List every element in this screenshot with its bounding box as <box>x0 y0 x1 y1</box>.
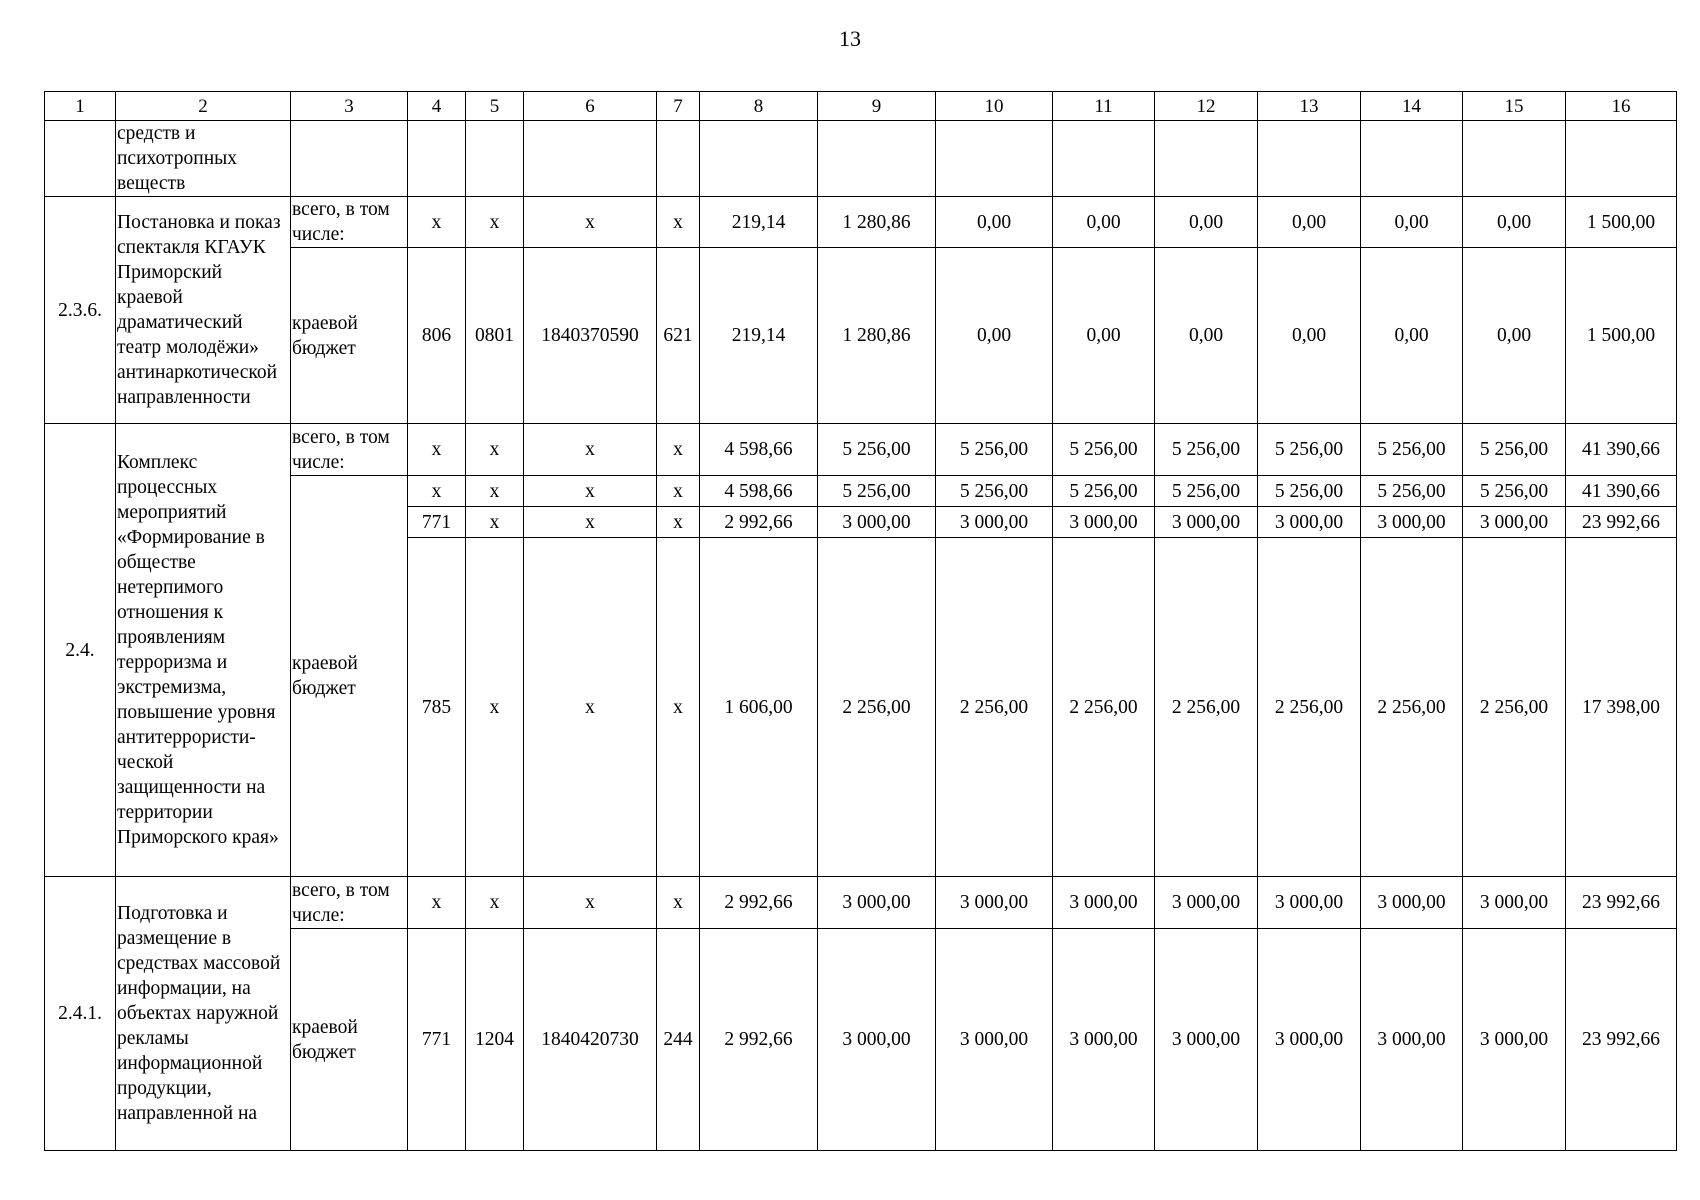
amount-cell: 2 256,00 <box>1155 538 1258 877</box>
amount-cell: 3 000,00 <box>936 929 1053 1151</box>
column-header: 13 <box>1258 92 1361 121</box>
table-row <box>45 424 1677 476</box>
column-header: 1 <box>45 92 116 121</box>
funding-source-cell: краевой бюджет <box>291 476 408 877</box>
amount-cell: 3 000,00 <box>1258 877 1361 929</box>
amount-cell: 2 256,00 <box>936 538 1053 877</box>
code-cell: 771 <box>408 507 466 538</box>
code-cell: 621 <box>657 248 700 424</box>
table-row <box>45 197 1677 248</box>
empty-cell <box>1463 121 1566 197</box>
code-cell: 0801 <box>466 248 524 424</box>
amount-cell: 3 000,00 <box>1361 877 1463 929</box>
amount-cell: 1 606,00 <box>700 538 818 877</box>
item-name-cell: Постановка и показ спектакля КГАУК Приморский краевой драматический театр молодёжи» антинаркотической направленности <box>116 197 291 424</box>
empty-cell <box>1155 121 1258 197</box>
amount-cell: 3 000,00 <box>1361 507 1463 538</box>
amount-cell: 0,00 <box>1053 197 1155 248</box>
amount-cell: 5 256,00 <box>1361 476 1463 507</box>
funding-source-cell: краевой бюджет <box>291 248 408 424</box>
empty-cell <box>1361 121 1463 197</box>
code-cell: x <box>524 877 657 929</box>
code-cell: x <box>466 197 524 248</box>
item-name-cell: средств и психотропных веществ <box>116 121 291 197</box>
amount-cell: 3 000,00 <box>1053 507 1155 538</box>
code-cell: x <box>657 424 700 476</box>
amount-cell: 0,00 <box>936 197 1053 248</box>
amount-cell: 1 280,86 <box>818 197 936 248</box>
code-cell: x <box>466 424 524 476</box>
amount-cell: 3 000,00 <box>1053 929 1155 1151</box>
table-row <box>45 877 1677 929</box>
amount-cell: 23 992,66 <box>1566 507 1677 538</box>
amount-cell: 3 000,00 <box>1053 877 1155 929</box>
empty-cell <box>700 121 818 197</box>
column-header: 9 <box>818 92 936 121</box>
amount-cell: 0,00 <box>1155 248 1258 424</box>
amount-cell: 5 256,00 <box>1053 424 1155 476</box>
item-number-cell: 2.4. <box>45 424 116 877</box>
empty-cell <box>1053 121 1155 197</box>
item-number-cell <box>45 121 116 197</box>
item-name-cell: Подготовка и размещение в средствах массовой информации, на объектах наружной рекламы информационной продукции, направленной на <box>116 877 291 1151</box>
amount-cell: 0,00 <box>1463 248 1566 424</box>
amount-cell: 3 000,00 <box>1361 929 1463 1151</box>
code-cell: 1840420730 <box>524 929 657 1151</box>
amount-cell: 5 256,00 <box>1155 424 1258 476</box>
page-number: 13 <box>839 26 861 51</box>
column-header: 4 <box>408 92 466 121</box>
amount-cell: 1 280,86 <box>818 248 936 424</box>
code-cell: x <box>657 538 700 877</box>
code-cell: x <box>524 476 657 507</box>
item-number-cell: 2.4.1. <box>45 877 116 1151</box>
amount-cell: 0,00 <box>1258 248 1361 424</box>
column-header: 12 <box>1155 92 1258 121</box>
code-cell: x <box>657 507 700 538</box>
item-number-cell: 2.3.6. <box>45 197 116 424</box>
empty-cell <box>408 121 466 197</box>
amount-cell: 2 256,00 <box>1053 538 1155 877</box>
amount-cell: 3 000,00 <box>1155 507 1258 538</box>
funding-source-cell: краевой бюджет <box>291 929 408 1151</box>
funding-source-cell: всего, в том числе: <box>291 877 408 929</box>
funding-source-cell: всего, в том числе: <box>291 197 408 248</box>
code-cell: x <box>657 877 700 929</box>
amount-cell: 0,00 <box>1258 197 1361 248</box>
code-cell: x <box>408 877 466 929</box>
code-cell: 1204 <box>466 929 524 1151</box>
empty-cell <box>818 121 936 197</box>
column-header: 2 <box>116 92 291 121</box>
amount-cell: 3 000,00 <box>1463 929 1566 1151</box>
empty-cell <box>1258 121 1361 197</box>
amount-cell: 3 000,00 <box>818 507 936 538</box>
column-header: 5 <box>466 92 524 121</box>
amount-cell: 3 000,00 <box>818 929 936 1151</box>
amount-cell: 0,00 <box>1361 197 1463 248</box>
amount-cell: 5 256,00 <box>818 476 936 507</box>
amount-cell: 3 000,00 <box>1463 877 1566 929</box>
empty-cell <box>466 121 524 197</box>
amount-cell: 23 992,66 <box>1566 929 1677 1151</box>
amount-cell: 2 256,00 <box>1463 538 1566 877</box>
code-cell: 771 <box>408 929 466 1151</box>
amount-cell: 3 000,00 <box>818 877 936 929</box>
code-cell: x <box>524 507 657 538</box>
code-cell: x <box>466 538 524 877</box>
amount-cell: 5 256,00 <box>818 424 936 476</box>
column-header: 14 <box>1361 92 1463 121</box>
amount-cell: 41 390,66 <box>1566 424 1677 476</box>
amount-cell: 5 256,00 <box>936 476 1053 507</box>
code-cell: x <box>524 538 657 877</box>
funding-source-cell: всего, в том числе: <box>291 424 408 476</box>
column-header: 11 <box>1053 92 1155 121</box>
amount-cell: 2 256,00 <box>1258 538 1361 877</box>
column-header: 10 <box>936 92 1053 121</box>
amount-cell: 3 000,00 <box>1258 929 1361 1151</box>
amount-cell: 23 992,66 <box>1566 877 1677 929</box>
amount-cell: 5 256,00 <box>1258 476 1361 507</box>
code-cell: x <box>408 424 466 476</box>
code-cell: 1840370590 <box>524 248 657 424</box>
code-cell: x <box>524 424 657 476</box>
code-cell: x <box>408 197 466 248</box>
empty-cell <box>524 121 657 197</box>
column-header: 3 <box>291 92 408 121</box>
amount-cell: 1 500,00 <box>1566 197 1677 248</box>
amount-cell: 2 256,00 <box>1361 538 1463 877</box>
amount-cell: 2 992,66 <box>700 929 818 1151</box>
empty-cell <box>657 121 700 197</box>
code-cell: x <box>657 197 700 248</box>
empty-cell <box>291 121 408 197</box>
code-cell: x <box>524 197 657 248</box>
amount-cell: 1 500,00 <box>1566 248 1677 424</box>
amount-cell: 0,00 <box>1361 248 1463 424</box>
amount-cell: 5 256,00 <box>1463 424 1566 476</box>
code-cell: x <box>466 476 524 507</box>
column-header: 16 <box>1566 92 1677 121</box>
amount-cell: 3 000,00 <box>936 507 1053 538</box>
amount-cell: 3 000,00 <box>1155 877 1258 929</box>
code-cell: 785 <box>408 538 466 877</box>
empty-cell <box>1566 121 1677 197</box>
code-cell: x <box>466 507 524 538</box>
table-row <box>45 121 1677 197</box>
amount-cell: 5 256,00 <box>936 424 1053 476</box>
amount-cell: 2 992,66 <box>700 507 818 538</box>
column-header: 6 <box>524 92 657 121</box>
amount-cell: 3 000,00 <box>1258 507 1361 538</box>
column-header: 8 <box>700 92 818 121</box>
amount-cell: 3 000,00 <box>936 877 1053 929</box>
amount-cell: 0,00 <box>936 248 1053 424</box>
amount-cell: 4 598,66 <box>700 476 818 507</box>
amount-cell: 17 398,00 <box>1566 538 1677 877</box>
item-name-cell: Комплекс процессных мероприятий «Формирование в обществе нетерпимого отношения к проявлениям терроризма и экстремизма, повышение уровня антитеррористи-ческой защищенности на территории Приморского края» <box>116 424 291 877</box>
code-cell: 244 <box>657 929 700 1151</box>
code-cell: x <box>466 877 524 929</box>
amount-cell: 0,00 <box>1053 248 1155 424</box>
amount-cell: 2 992,66 <box>700 877 818 929</box>
amount-cell: 0,00 <box>1463 197 1566 248</box>
empty-cell <box>936 121 1053 197</box>
amount-cell: 5 256,00 <box>1053 476 1155 507</box>
amount-cell: 219,14 <box>700 197 818 248</box>
column-header: 15 <box>1463 92 1566 121</box>
amount-cell: 3 000,00 <box>1155 929 1258 1151</box>
amount-cell: 5 256,00 <box>1155 476 1258 507</box>
amount-cell: 5 256,00 <box>1258 424 1361 476</box>
amount-cell: 5 256,00 <box>1361 424 1463 476</box>
code-cell: x <box>657 476 700 507</box>
amount-cell: 4 598,66 <box>700 424 818 476</box>
code-cell: x <box>408 476 466 507</box>
amount-cell: 41 390,66 <box>1566 476 1677 507</box>
amount-cell: 3 000,00 <box>1463 507 1566 538</box>
amount-cell: 2 256,00 <box>818 538 936 877</box>
amount-cell: 0,00 <box>1155 197 1258 248</box>
code-cell: 806 <box>408 248 466 424</box>
amount-cell: 5 256,00 <box>1463 476 1566 507</box>
amount-cell: 219,14 <box>700 248 818 424</box>
budget-table <box>44 91 1677 1151</box>
header-row <box>45 92 1677 121</box>
column-header: 7 <box>657 92 700 121</box>
